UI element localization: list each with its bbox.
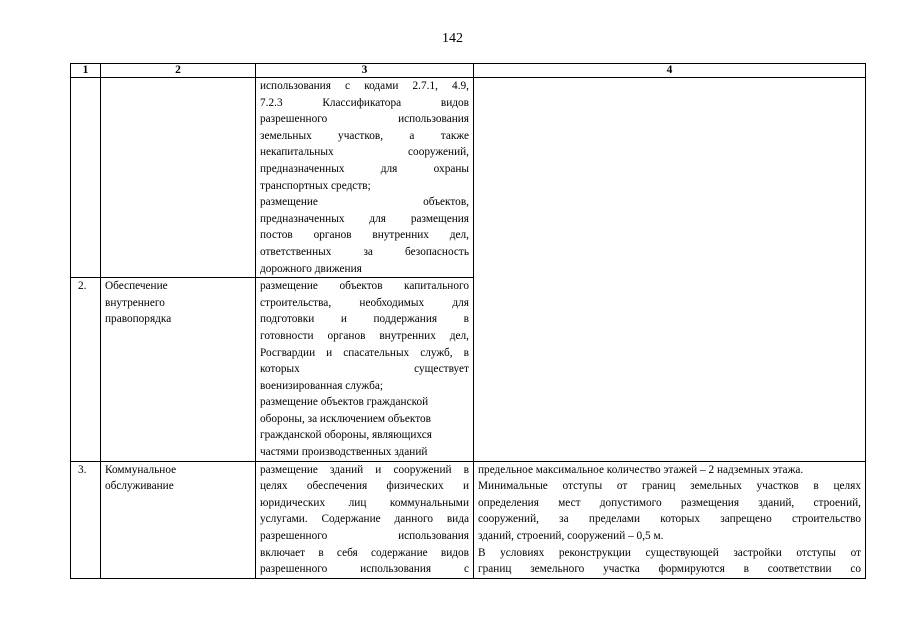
text-line: сооружений, за пределами которых запрещено строительство [478, 513, 861, 526]
text-line: разрешенного использования [260, 530, 469, 543]
text-line: постов органов внутренних дел, [260, 229, 469, 242]
text-line: включает в себя содержание видов [260, 546, 469, 559]
text-line: размещение объектов, [260, 196, 469, 209]
land-use-table [70, 63, 866, 579]
header-col-4: 4 [474, 64, 866, 78]
row-number-cell: 2. [71, 278, 101, 462]
text-line: разрешенного использования [260, 113, 469, 126]
text-line: зданий, строений, сооружений – 0,5 м. [478, 530, 664, 543]
text-line: предназначенных для размещения [260, 212, 469, 225]
description-cell [256, 278, 474, 462]
text-line: земельных участков, а также [260, 129, 469, 142]
text-line: услугами. Содержание данного вида [260, 513, 469, 526]
row-number-cell [71, 78, 101, 278]
text-line: гражданской обороны, являющихся [260, 429, 432, 442]
table-row [71, 78, 866, 278]
text-line: частями производственных зданий [260, 446, 428, 459]
description-cell [256, 78, 474, 278]
row-name-cell [101, 78, 256, 278]
text-line: предельное максимальное количество этажей – 2 надземных этажа. [478, 463, 804, 476]
parameters-cell [474, 78, 866, 462]
text-line: Росгвардии и спасательных служб, в [260, 346, 469, 359]
text-line: некапитальных сооружений, [260, 146, 469, 159]
description-cell [256, 461, 474, 578]
text-line: определения мест допустимого размещения зданий, строений, [478, 496, 861, 509]
text-line: готовности органов внутренних дел, [260, 329, 469, 342]
text-line: обороны, за исключением объектов [260, 412, 431, 425]
page-number: 142 [442, 31, 463, 46]
row-name-cell [101, 461, 256, 578]
text-line: границ земельного участка формируются в соответствии со [478, 563, 861, 576]
text-line: ответственных за безопасность [260, 245, 469, 258]
table-row [71, 461, 866, 578]
text-line: целях обеспечения физических и [260, 480, 469, 493]
name-text-line: обслуживание [105, 480, 174, 493]
name-text-line: внутреннего [105, 296, 165, 309]
text-line: размещение зданий и сооружений в [260, 463, 469, 476]
text-line: подготовки и поддержания в [260, 313, 469, 326]
header-col-3: 3 [256, 64, 474, 78]
text-line: которых существует [260, 363, 469, 376]
row-number-cell: 3. [71, 461, 101, 578]
parameters-cell [474, 461, 866, 578]
text-line: дорожного движения [260, 262, 362, 275]
text-line: транспортных средств; [260, 179, 371, 192]
text-line: В условиях реконструкции существующей застройки отступы от [478, 546, 861, 559]
header-col-1: 1 [71, 64, 101, 78]
text-line: предназначенных для охраны [260, 162, 469, 175]
text-line: Минимальные отступы от границ земельных участков в целях [478, 480, 861, 493]
name-text-line: Коммунальное [105, 463, 177, 476]
text-line: военизированная служба; [260, 379, 383, 392]
text-line: размещение объектов капитального [260, 280, 469, 293]
row-name-cell [101, 278, 256, 462]
text-line: юридических лиц коммунальными [260, 496, 469, 509]
name-text-line: Обеспечение [105, 280, 168, 293]
name-text-line: правопорядка [105, 313, 172, 326]
text-line: размещение объектов гражданской [260, 396, 429, 409]
text-line: строительства, необходимых для [260, 296, 469, 309]
text-line: использования с кодами 2.7.1, 4.9, [260, 80, 469, 92]
header-col-2: 2 [101, 64, 256, 78]
text-line: разрешенного использования с [260, 563, 469, 576]
text-line: 7.2.3 Классификатора видов [260, 96, 469, 109]
table-header-row [71, 64, 866, 78]
